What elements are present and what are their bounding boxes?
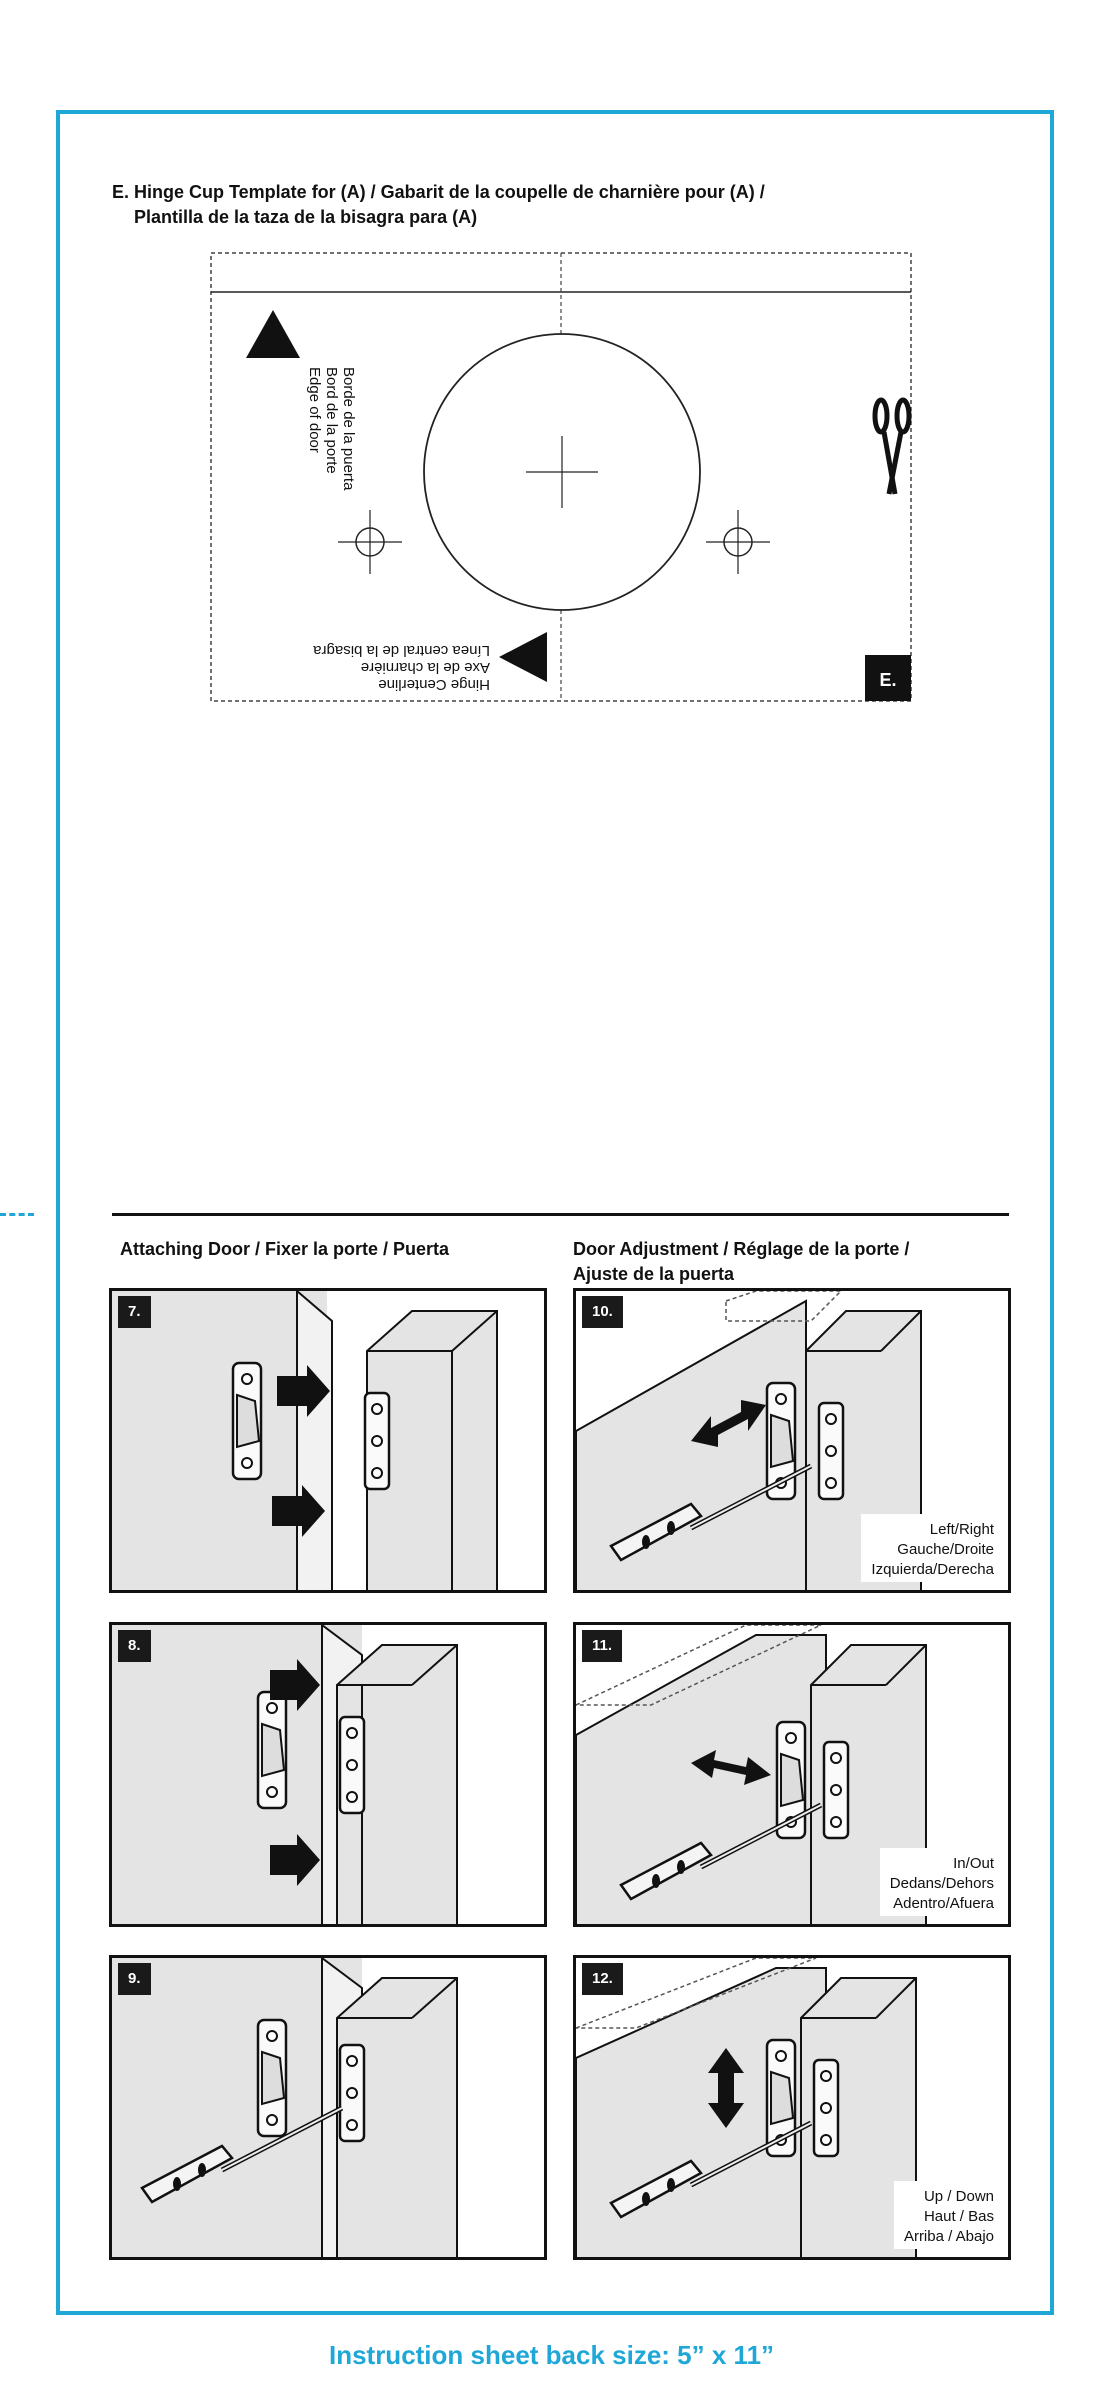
- step-9-panel: [109, 1955, 547, 2260]
- step-12-label-es: Arriba / Abajo: [903, 2228, 994, 2245]
- scissors-icon: [875, 400, 909, 494]
- step-11-panel: [573, 1622, 1011, 1927]
- step-12-number: 12.: [582, 1963, 623, 1995]
- step-10-label-fr: Gauche/Droite: [897, 1541, 994, 1558]
- section-divider: [112, 1213, 1009, 1216]
- step-10-label-es: Izquierda/Derecha: [871, 1561, 994, 1578]
- step-9-illustration: [112, 1958, 547, 2260]
- step-7-number: 7.: [118, 1296, 151, 1328]
- door-adjustment-heading-line-1: Door Adjustment / Réglage de la porte /: [573, 1239, 910, 1259]
- step-10-label: [861, 1514, 998, 1582]
- attaching-door-heading: Attaching Door / Fixer la porte / Puerta: [120, 1239, 450, 1259]
- step-10-mounting-plate: [819, 1403, 843, 1499]
- step-12-panel: [573, 1955, 1011, 2260]
- hinge-centerline-label: [313, 642, 490, 693]
- step-12-mounting-plate: [814, 2060, 838, 2156]
- step-11-label: [880, 1848, 998, 1916]
- step-8-mounting-plate: [340, 1717, 364, 1813]
- template-title-line-2: Plantilla de la taza de la bisagra para (A): [134, 207, 478, 227]
- step-7-illustration: [112, 1291, 547, 1593]
- edge-of-door-label: [306, 367, 357, 491]
- edge-of-door-arrow-icon: [246, 310, 300, 358]
- step-7-hinge-cup: [233, 1363, 261, 1479]
- step-11-label-en: In/Out: [953, 1855, 994, 1872]
- template-title: [112, 180, 1012, 230]
- step-11-mounting-plate: [824, 1742, 848, 1838]
- step-8-number: 8.: [118, 1630, 151, 1662]
- step-12-label-en: Up / Down: [923, 2188, 994, 2205]
- step-11-number: 11.: [582, 1630, 622, 1662]
- step-9-number: 9.: [118, 1963, 151, 1995]
- step-11-label-es: Adentro/Afuera: [893, 1895, 994, 1912]
- template-title-line-1: E. Hinge Cup Template for (A) / Gabarit de la coupelle de charnière pour (A) /: [112, 182, 765, 202]
- template-badge-label: E.: [879, 670, 897, 690]
- centerline-label-line-2: Axe de la charnière: [360, 659, 490, 676]
- step-11-label-fr: Dedans/Dehors: [889, 1875, 994, 1892]
- step-10-number: 10.: [582, 1296, 623, 1328]
- door-adjustment-heading-line-2: Ajuste de la puerta: [573, 1264, 735, 1284]
- step-7-door-edge: [297, 1291, 332, 1593]
- step-9-mounting-plate: [340, 2045, 364, 2141]
- right-screw-mark: [706, 510, 770, 574]
- hinge-centerline-arrow-icon: [499, 632, 547, 682]
- step-8-hinge-cup: [258, 1692, 286, 1808]
- step-12-label-fr: Haut / Bas: [923, 2208, 994, 2225]
- step-8-illustration: [112, 1625, 547, 1927]
- centerline-label-line-1: Hinge Centerline: [378, 676, 490, 693]
- sheet-size-footer: Instruction sheet back size: 5” x 11”: [328, 2340, 775, 2370]
- step-8-panel: [109, 1622, 547, 1927]
- edge-label-line-1: Edge of door: [306, 367, 323, 453]
- step-7-panel: [109, 1288, 547, 1593]
- step-7-mounting-plate: [365, 1393, 389, 1489]
- edge-label-line-3: Borde de la puerta: [340, 367, 357, 491]
- cut-line-mark: [0, 1213, 34, 1216]
- step-12-label: [894, 2181, 998, 2249]
- door-adjustment-heading: [573, 1237, 909, 1287]
- edge-label-line-2: Bord de la porte: [323, 367, 340, 474]
- step-7-door: [112, 1291, 327, 1593]
- step-10-label-en: Left/Right: [929, 1521, 994, 1538]
- hinge-cup-template: [210, 252, 912, 702]
- step-10-panel: [573, 1288, 1011, 1593]
- step-9-hinge-cup: [258, 2020, 286, 2136]
- left-screw-mark: [338, 510, 402, 574]
- centerline-label-line-3: Línea central de la bisagra: [313, 642, 490, 659]
